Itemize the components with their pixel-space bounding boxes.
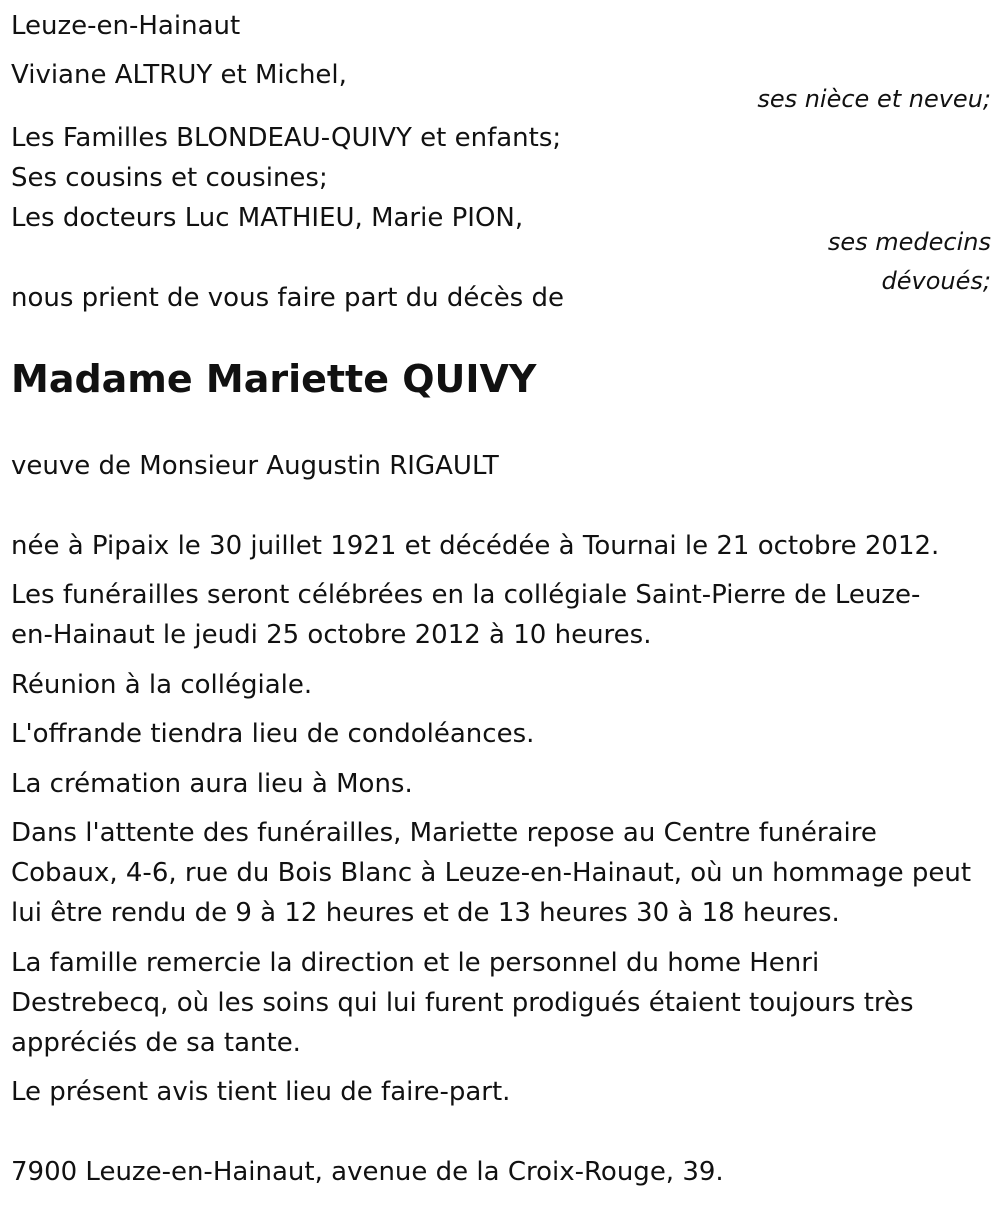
doctors-role-line2: dévoués;	[881, 267, 991, 295]
family-line-blondeau: Les Familles BLONDEAU-QUIVY et enfants;	[11, 123, 562, 153]
meeting-text: Réunion à la collégiale.	[11, 670, 313, 700]
niece-nephew-role: ses nièce et neveu;	[757, 85, 991, 113]
family-line-niece-nephew: Viviane ALTRUY et Michel,	[11, 60, 347, 90]
birth-death-text: née à Pipaix le 30 juillet 1921 et décédée à Tournai le 21 octobre 2012.	[11, 531, 940, 561]
thanks-text-line3: appréciés de sa tante.	[11, 1028, 301, 1058]
funeral-text-line1: Les funérailles seront célébrées en la collégiale Saint-Pierre de Leuze-	[11, 580, 921, 610]
deceased-name: Madame Mariette QUIVY	[11, 357, 537, 401]
rest-text-line1: Dans l'attente des funérailles, Mariette repose au Centre funéraire	[11, 818, 877, 848]
rest-text-line2: Cobaux, 4-6, rue du Bois Blanc à Leuze-en-Hainaut, où un hommage peut	[11, 858, 972, 888]
rest-text-line3: lui être rendu de 9 à 12 heures et de 13 heures 30 à 18 heures.	[11, 898, 840, 928]
thanks-text-line1: La famille remercie la direction et le personnel du home Henri	[11, 948, 820, 978]
announcement-text: nous prient de vous faire part du décès de	[11, 283, 564, 313]
family-line-cousins: Ses cousins et cousines;	[11, 163, 328, 193]
cremation-text: La crémation aura lieu à Mons.	[11, 769, 413, 799]
thanks-text-line2: Destrebecq, où les soins qui lui furent prodigués étaient toujours très	[11, 988, 914, 1018]
family-line-doctors: Les docteurs Luc MATHIEU, Marie PION,	[11, 203, 524, 233]
funeral-text-line2: en-Hainaut le jeudi 25 octobre 2012 à 10 heures.	[11, 620, 652, 650]
notice-text: Le présent avis tient lieu de faire-part.	[11, 1077, 511, 1107]
address-text: 7900 Leuze-en-Hainaut, avenue de la Croix-Rouge, 39.	[11, 1157, 724, 1187]
spouse-text: veuve de Monsieur Augustin RIGAULT	[11, 451, 499, 481]
doctors-role-line1: ses medecins	[827, 228, 991, 256]
offering-text: L'offrande tiendra lieu de condoléances.	[11, 719, 535, 749]
city-heading: Leuze-en-Hainaut	[11, 11, 241, 41]
